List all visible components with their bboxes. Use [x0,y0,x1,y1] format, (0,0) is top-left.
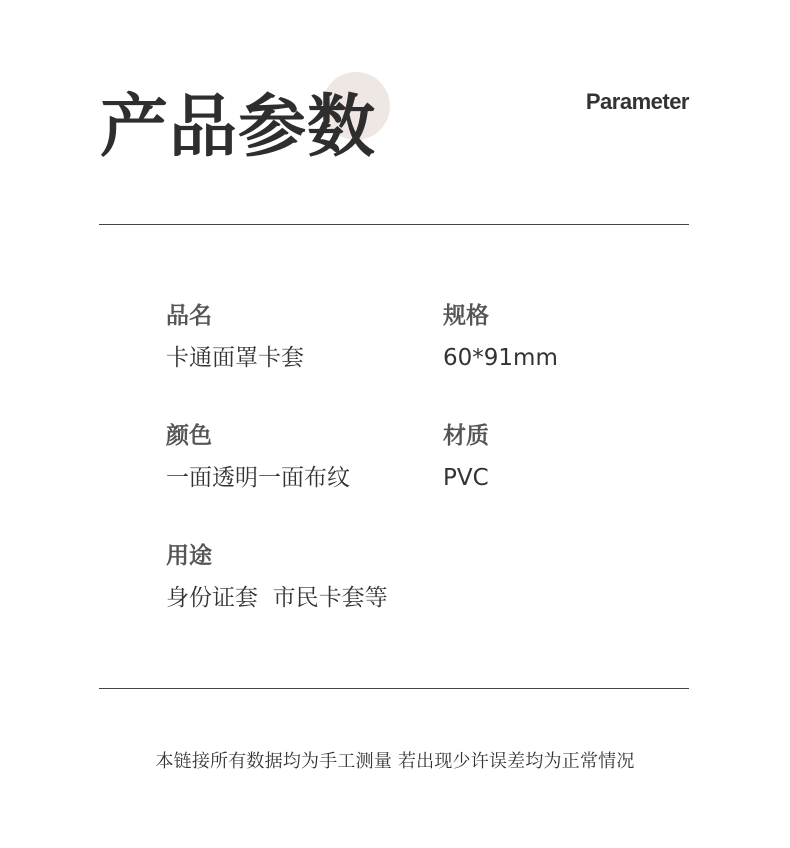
param-label: 材质 [443,423,489,449]
param-color [166,420,350,494]
param-product-name [166,300,304,374]
bottom-divider [99,688,689,689]
param-value: 身份证套 市民卡套等 [166,585,388,611]
param-label: 用途 [166,543,212,569]
param-label: 品名 [166,303,212,329]
param-size [443,300,558,374]
param-value: 60*91mm [443,345,558,371]
top-divider [99,224,689,225]
param-label: 颜色 [166,423,212,449]
param-usage [166,540,388,614]
param-material [443,420,489,494]
param-label: 规格 [443,303,489,329]
param-value: 一面透明一面布纹 [166,465,350,491]
page-title: 产品参数 [100,88,377,167]
footer-note: 本链接所有数据均为手工测量 若出现少许误差均为正常情况 [155,751,635,772]
param-value: PVC [443,465,489,491]
page-subtitle: Parameter [585,89,689,114]
param-value: 卡通面罩卡套 [166,345,304,371]
